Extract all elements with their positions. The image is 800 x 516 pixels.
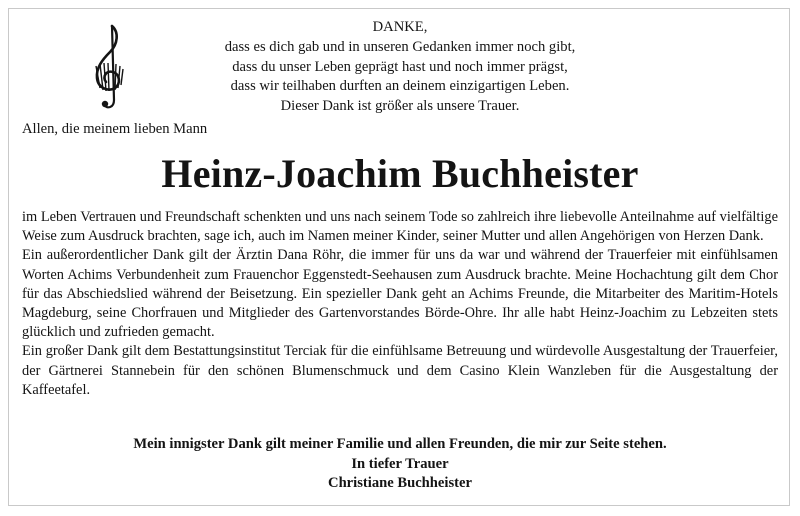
treble-clef-icon — [90, 22, 130, 112]
body-paragraph: im Leben Vertrauen und Freundschaft schenkten und uns nach seinem Tode so zahlreich ihre liebevolle Anteilnahme auf vielfältige Weise zum Ausdruck brachten, sage ich, auch im Namen meiner Kinder, seiner Mutter und allen Angehörigen von Herzen Dank. — [22, 209, 778, 245]
body-paragraph: Ein außerordentlicher Dank gilt der Ärztin Dana Röhr, die immer für uns da war und während der Trauerfeier mit einfühlsamen Worten Achims Verbundenheit zum Frauenchor Eggenstedt-Seehausen zum Ausdruck brachte. Meine Hochachtung gilt dem Chor für das Abschiedslied während der Beisetzung. Ein spezieller Dank geht an Achims Freunde, die Mitarbeiter des Maritim-Hotels Magdeburg, seine Chorfrauen und Mitglieder des Gartenvorstandes Börde-Ohre. Ihr alle habt Heinz-Joachim zu Lebzeiten stets glücklich und zufrieden gemacht. — [22, 247, 778, 341]
notice-body — [22, 208, 778, 400]
poem-line: dass wir teilhaben durften an deinem einzigartigen Leben. — [230, 78, 570, 95]
closing-block — [0, 435, 800, 494]
deceased-name: Heinz-Joachim Buchheister — [161, 151, 639, 196]
closing-mourning: In tiefer Trauer — [351, 455, 449, 472]
body-paragraph: Ein großer Dank gilt dem Bestattungsinstitut Terciak für die einfühlsame Betreuung und würdevolle Ausgestaltung der Trauerfeier, der Gärtnerei Stannebein für den schönen Blumenschmuck und dem Casino Klein Wanzleben für die Ausgestaltung der Kaffeetafel. — [22, 343, 778, 398]
poem-title: DANKE, — [372, 19, 428, 35]
closing-thanks: Mein innigster Dank gilt meiner Familie und allen Freunden, die mir zur Seite stehen. — [133, 436, 667, 452]
poem-line: dass du unser Leben geprägt hast und noch immer prägst, — [232, 58, 568, 75]
signature: Christiane Buchheister — [328, 475, 472, 492]
intro-line: Allen, die meinem lieben Mann — [22, 121, 208, 137]
poem-line: dass es dich gab und in unseren Gedanken immer noch gibt, — [224, 38, 576, 55]
thank-you-poem — [170, 18, 630, 117]
poem-line: Dieser Dank ist größer als unsere Trauer. — [280, 98, 520, 115]
